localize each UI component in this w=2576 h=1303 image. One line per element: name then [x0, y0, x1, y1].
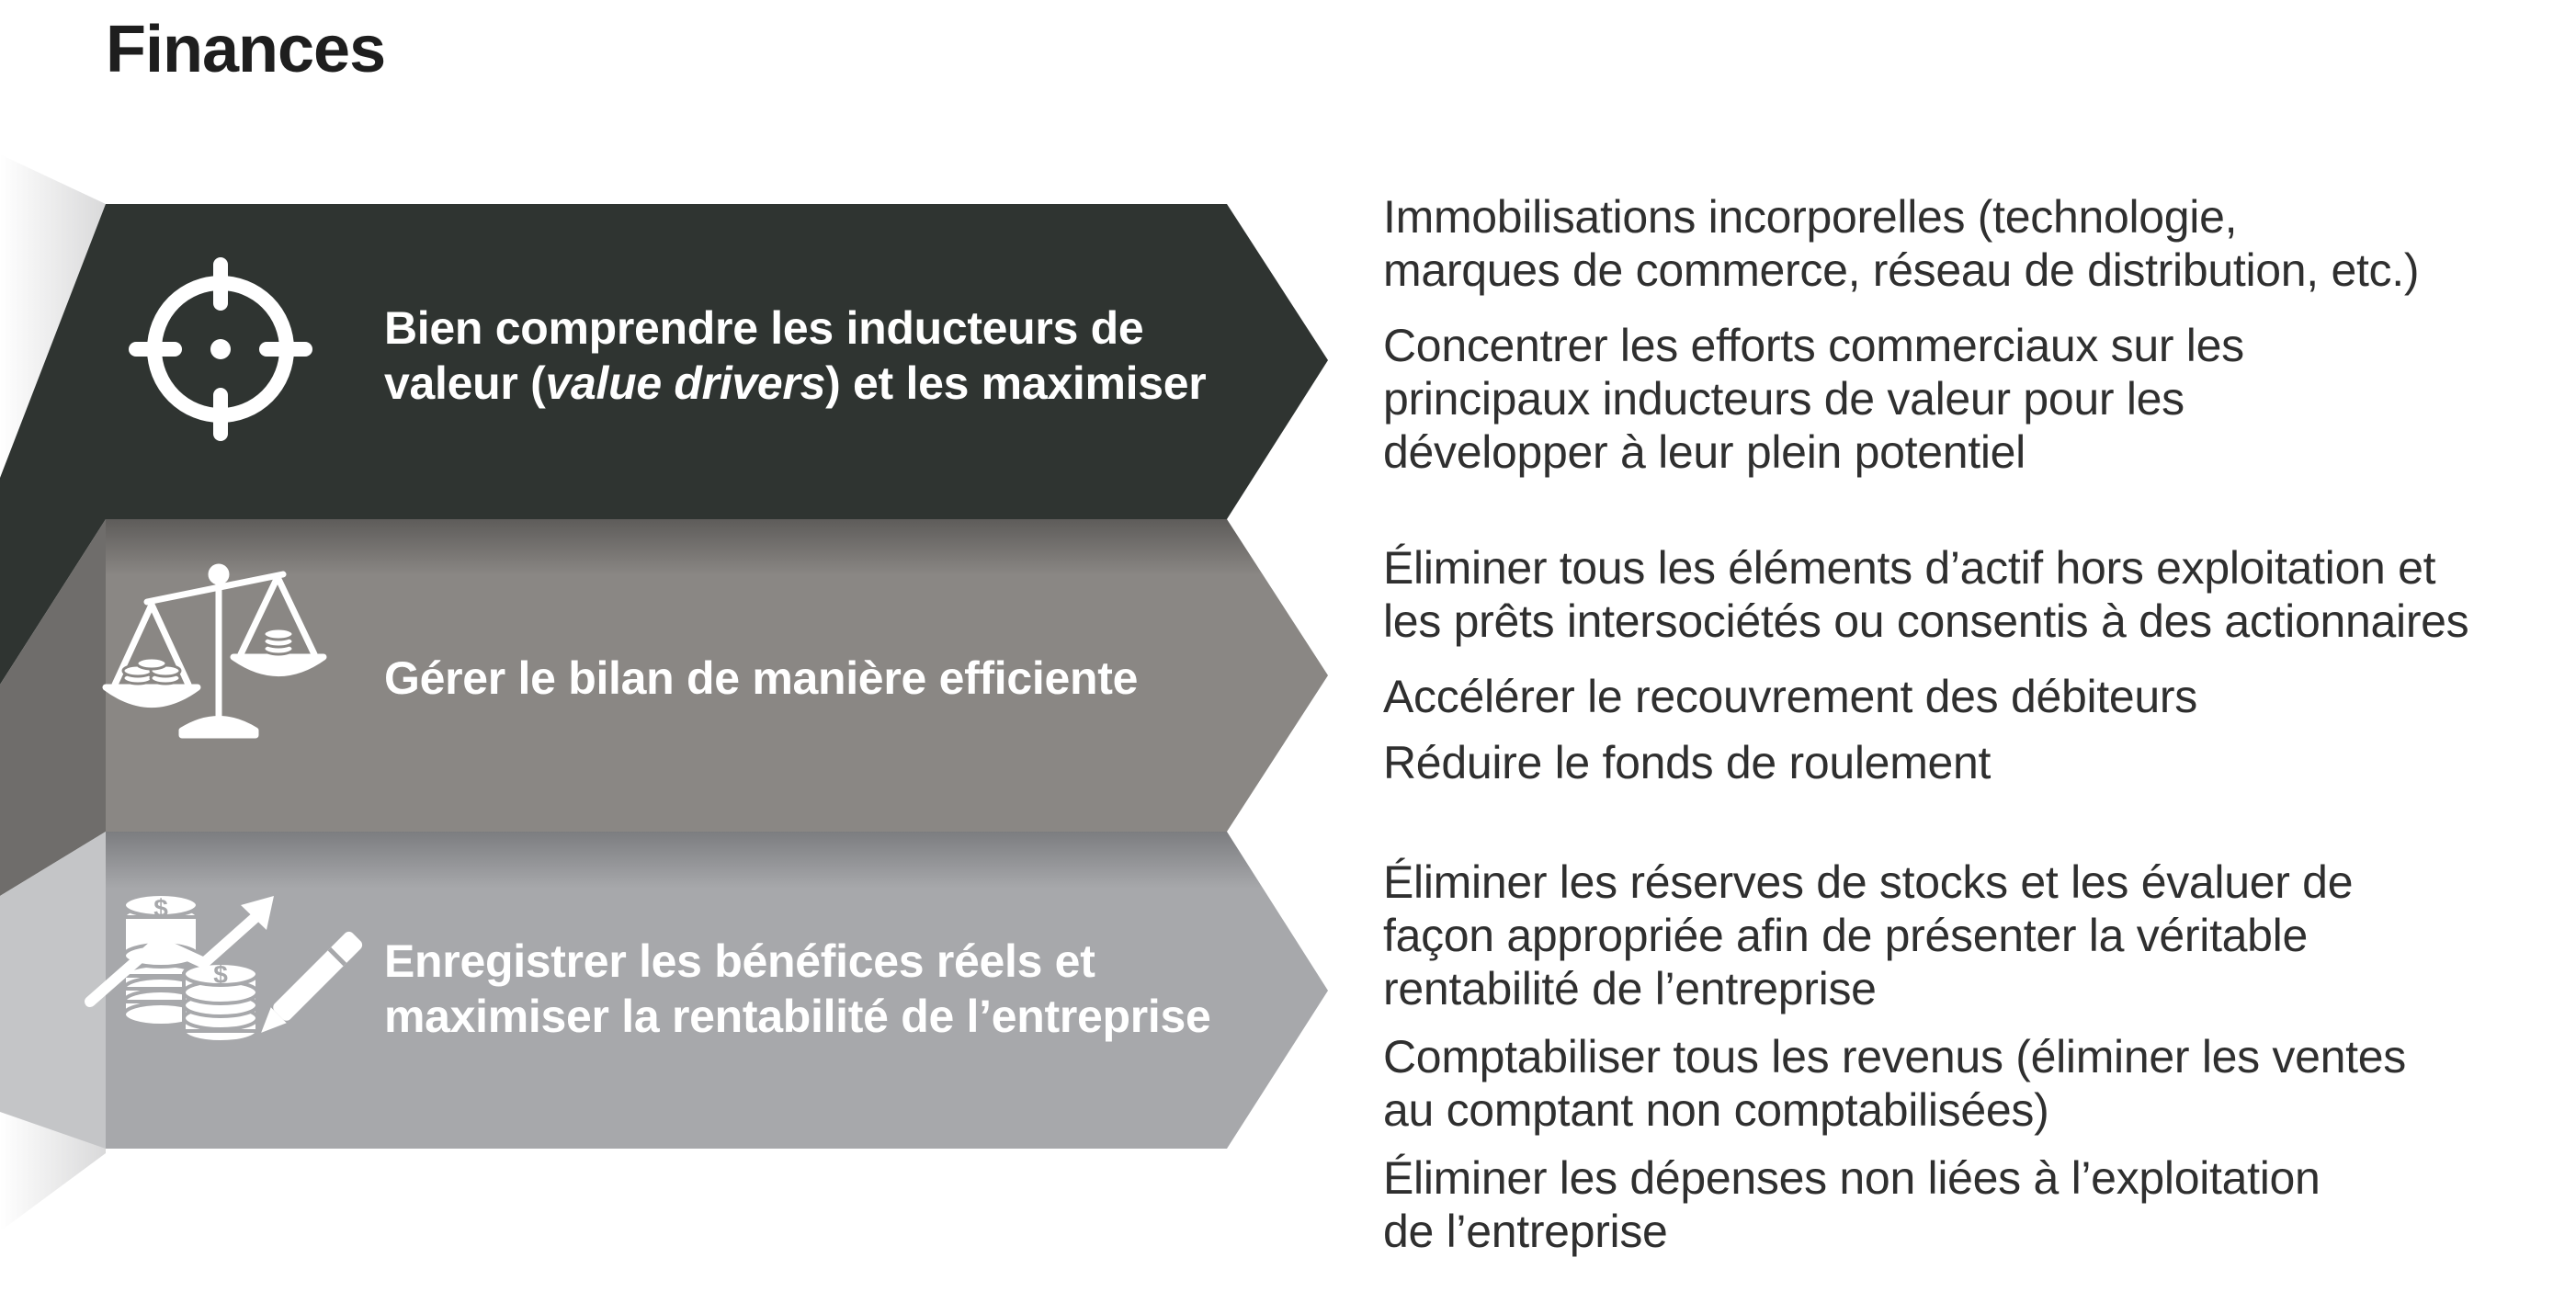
page-title: Finances [106, 13, 386, 86]
bullet-item [1383, 670, 2569, 723]
row-label-value-drivers [384, 300, 1303, 411]
row-label-line: maximiser la rentabilité de l’entreprise [384, 991, 1211, 1042]
bullet-item [1383, 1030, 2569, 1137]
row-label-part: valeur ( [384, 357, 546, 409]
row-label-line: Gérer le bilan de manière efficiente [384, 652, 1139, 704]
row-label-line: Bien comprendre les inducteurs de [384, 302, 1144, 354]
row-label-balance-sheet [384, 651, 1303, 706]
bullet-line: Comptabiliser tous les revenus (éliminer les ventes [1383, 1031, 2406, 1082]
row-label-italic: value drivers [545, 357, 826, 409]
row-label-line: Enregistrer les bénéfices réels et [384, 935, 1095, 987]
bullets-row-1 [1383, 190, 2569, 501]
bullet-line: Concentrer les efforts commerciaux sur les [1383, 320, 2244, 371]
bullet-line: les prêts intersociétés ou consentis à des actionnaires [1383, 595, 2469, 647]
bullet-line: marques de commerce, réseau de distribution, etc.) [1383, 244, 2420, 296]
bullet-line: Immobilisations incorporelles (technologie, [1383, 191, 2238, 243]
bullet-line: Réduire le fonds de roulement [1383, 737, 1992, 788]
bullet-item [1383, 1151, 2569, 1258]
bullet-item [1383, 541, 2569, 648]
bullet-line: principaux inducteurs de valeur pour les [1383, 373, 2184, 425]
bullet-line: de l’entreprise [1383, 1206, 1668, 1257]
svg-text:$: $ [153, 894, 168, 923]
bullet-line: Accélérer le recouvrement des débiteurs [1383, 671, 2197, 722]
bullet-item [1383, 319, 2569, 479]
bullet-line: Éliminer tous les éléments d’actif hors exploitation et [1383, 542, 2436, 594]
bullets-row-2 [1383, 541, 2569, 811]
row-label-part: ) et les maximiser [825, 357, 1207, 409]
bullet-line: Éliminer les réserves de stocks et les évaluer de [1383, 856, 2354, 908]
bullet-item [1383, 736, 2569, 789]
row-label-real-profits [384, 934, 1303, 1044]
bullet-line: Éliminer les dépenses non liées à l’exploitation [1383, 1152, 2321, 1204]
row-label-line [384, 356, 1303, 411]
bullet-line: rentabilité de l’entreprise [1383, 963, 1877, 1014]
bullet-item [1383, 855, 2569, 1015]
bullet-line: développer à leur plein potentiel [1383, 426, 2026, 478]
bullet-item [1383, 190, 2569, 297]
bullets-row-3 [1383, 855, 2569, 1280]
bullet-line: au comptant non comptabilisées) [1383, 1084, 2049, 1136]
bullet-line: façon appropriée afin de présenter la véritable [1383, 910, 2308, 961]
svg-text:$: $ [213, 960, 228, 989]
